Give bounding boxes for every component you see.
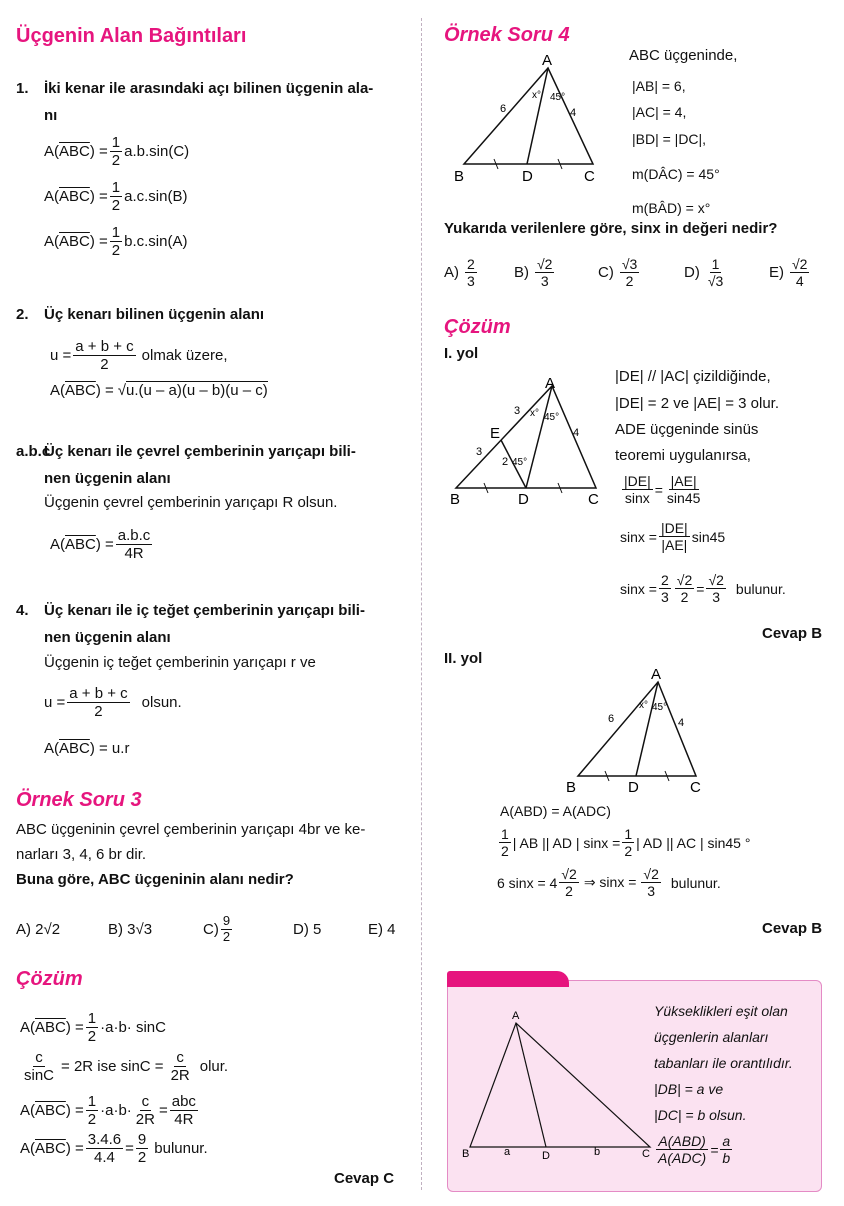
section-3-heading-cont: nen üçgenin alanı [44,470,171,487]
note-vertex-b: B [462,1148,470,1160]
note-line-1: Yükseklikleri eşit olan [654,1003,788,1019]
vertex-b: B [454,168,465,185]
given-1: ABC üçgeninde, [629,47,738,64]
side-de-label: 2 [502,456,509,468]
section-4-heading: Üç kenarı ile iç teğet çemberinin yarıçapı bili- [44,602,365,619]
given-4: |BD| = |DC|, [632,131,707,147]
note-line-4: |DB| = a ve [654,1081,724,1097]
section-4-heading-cont: nen üçgenin alanı [44,629,171,646]
formula-area-sin-a: $A(\overline{ABC})$ = $\frac{1}{2}$ b.c.sin(A) [44,224,188,260]
solution-3-line-3: $A(\overline{ABC})$ = $\frac{1}{2}$ ·a·b· $\frac{c}{2R}$ = $\frac{\text{abc}}{4R}$ [20,1093,196,1129]
given-3: |AC| = 4, [632,104,687,120]
vertex-a-2: A [545,375,556,392]
angle-45-label-2: 45° [544,412,560,423]
solution-4-text-4: teoremi uygulanırsa, [615,447,751,464]
triangle-abc-3 [578,682,696,776]
angle-x-label: x° [532,90,541,101]
answer-3: Cevap C [334,1170,395,1187]
formula-inradius-area: $A(\overline{ABC}) = u.r$ [44,740,130,757]
vertex-a: A [542,52,553,69]
solution-way-1: I. yol [444,345,479,362]
section-1-heading-cont: nı [44,107,58,124]
answer-4-way-2: Cevap B [762,920,823,937]
side-ac-label-2: 4 [573,427,580,439]
vertex-d-3: D [628,779,639,796]
vertex-d-2: D [518,491,529,508]
section-4-text: Üçgenin iç teğet çemberinin yarıçapı r ve [44,654,316,671]
median-ad-3 [636,682,658,776]
solution-4-text-2: |DE| = 2 ve |AE| = 3 olur. [615,395,780,412]
option-4c[interactable]: C) $\frac{√3}{2}$ [598,256,638,290]
note-vertex-c: C [642,1148,650,1160]
example-3-title: Örnek Soru 3 [16,789,142,811]
example-4-title: Örnek Soru 4 [444,24,570,46]
solution-3-line-4: $A(\overline{ABC})$ = $\frac{3.4.6}{4.4}$ = $\frac{9}{2}$ bulunur. [20,1131,208,1167]
formula-u-definition-2: u = $\frac{a + b + c}{2}$ olsun. [44,685,182,721]
note-vertex-a: A [512,1010,520,1022]
option-c[interactable]: C) $\frac{9}{2}$ [203,913,231,944]
section-3-heading: Üç kenarı ile çevrel çemberinin yarıçapı bili- [44,443,356,460]
note-triangle-figure [458,1007,658,1167]
option-4e[interactable]: E) $\frac{√2}{4}$ [769,256,808,290]
note-box [447,980,822,1192]
angle-45-label: 45° [550,92,566,103]
equal-area-statement: A(ABD) = A(ADC) [500,803,611,819]
section-1-number: 1. [16,80,29,97]
angle-x-label-2: x° [530,408,539,419]
vertex-b-2: B [450,491,461,508]
solution-3-line-1: $A(\overline{ABC})$ = $\frac{1}{2}$ ·a·b· sinC [20,1010,166,1046]
answer-4-way-1: Cevap B [762,625,823,642]
given-2: |AB| = 6, [632,78,686,94]
solution-4-title: Çözüm [444,316,511,338]
vertex-c-2: C [588,491,599,508]
triangle-figure-3 [560,664,710,794]
triangle-figure-1 [440,52,620,184]
solution-4-text-3: ADE üçgeninde sinüs [615,421,759,438]
vertex-c-3: C [690,779,701,796]
example-4-question: Yukarıda verilenlere göre, sinx in değeri nedir? [444,220,778,237]
note-ratio-formula: $\frac{\text{A(ABD)}}{\text{A(ADC)}}$ = $\frac{a}{b}$ [658,1133,731,1167]
section-3-number: a.b.c [16,443,51,460]
example-3-text: ABC üçgeninin çevrel çemberinin yarıçapı 4br ve ke- [16,821,366,838]
sinx-result-2: 6 sinx = 4 $\frac{√2}{2}$ ⇒ sinx = $\frac{√2}{3}$ bulunur. [497,866,721,900]
note-box-tab [447,971,569,987]
section-3-text: Üçgenin çevrel çemberinin yarıçapı R olsun. [44,494,338,511]
formula-area-sin-b: $A(\overline{ABC})$ = $\frac{1}{2}$ a.c.sin(B) [44,179,188,215]
option-a[interactable]: A) 2√2 [16,921,61,938]
solution-3-title: Çözüm [16,968,83,990]
option-4a[interactable]: A) $\frac{2}{3}$ [444,256,475,290]
side-ac-label: 4 [570,107,577,119]
side-ac-label-3: 4 [678,717,685,729]
vertex-a-3: A [651,666,662,683]
area-equation: $\frac{1}{2}$ | AB || AD | sinx = $\frac{1}{2}$ | AD || AC | sin45 ° [501,826,751,860]
note-segment-b: b [594,1146,601,1158]
note-segment-a: a [504,1146,511,1158]
formula-area-sin-c: $A(\overline{ABC})$ = $\frac{1}{2}$ a.b.sin(C) [44,134,190,170]
section-2-number: 2. [16,306,29,323]
section-1-heading: İki kenar ile arasındaki açı bilinen üçgenin ala- [44,80,374,97]
sinx-expression: sinx = $\frac{|DE|}{|AE|}$ sin45 [620,520,726,554]
given-6: m(BÂD) = x° [632,200,711,216]
option-d[interactable]: D) 5 [293,921,322,938]
note-line-2: üçgenlerin alanları [654,1029,769,1045]
formula-circumradius-area: $A(\overline{ABC})$ = $\frac{a.b.c}{4R}$ [50,527,151,563]
median-ad-2 [526,386,552,488]
median-ad [527,68,548,164]
vertex-e: E [490,425,501,442]
note-triangle [470,1023,650,1147]
triangle-figure-2 [446,372,611,507]
option-4d[interactable]: D) $\frac{1}{√3}$ [684,256,724,290]
solution-3-line-2: $\frac{c}{\sin C}$ = 2R ise sinC = $\frac{c}{2R}$ olur. [24,1049,229,1085]
sine-law-equation: $\frac{|DE|}{\sin x}$ = $\frac{|AE|}{\sin 45}$ [624,473,701,507]
given-5: m(DÂC) = 45° [632,166,720,182]
column-divider [421,18,422,1190]
side-ae-label: 3 [514,405,521,417]
option-e[interactable]: E) 4 [368,921,396,938]
side-eb-label: 3 [476,446,483,458]
formula-heron: $A(\overline{ABC})$ = √ u.(u – a)(u – b)(u – c) [50,381,268,399]
note-cevian [516,1023,546,1147]
vertex-d: D [522,168,533,185]
formula-u-definition: u = $\frac{a + b + c}{2}$ olmak üzere, [50,338,228,374]
vertex-c: C [584,168,595,185]
solution-way-2: II. yol [444,650,483,667]
vertex-b-3: B [566,779,577,796]
option-b[interactable]: B) 3√3 [108,921,153,938]
note-line-3: tabanları ile orantılıdır. [654,1055,793,1071]
option-4b[interactable]: B) $\frac{√2}{3}$ [514,256,553,290]
angle-45-label-4: 45° [652,702,668,713]
side-ab-label: 6 [500,103,507,115]
sinx-result-1: sinx = $\frac{2}{3}$ $\frac{√2}{2}$ = $\frac{√2}{3}$ bulunur. [620,572,786,606]
angle-x-label-3: x° [639,700,648,711]
solution-4-text-1: |DE| // |AC| çizildiğinde, [615,368,771,385]
section-2-heading: Üç kenarı bilinen üçgenin alanı [44,306,265,323]
example-3-text-cont: narları 3, 4, 6 br dir. [16,846,147,863]
section-4-number: 4. [16,602,29,619]
page-title: Üçgenin Alan Bağıntıları [16,25,247,47]
note-line-5: |DC| = b olsun. [654,1107,747,1123]
note-vertex-d: D [542,1150,550,1162]
angle-45-label-3: 45° [512,457,528,468]
example-3-question: Buna göre, ABC üçgeninin alanı nedir? [16,871,294,888]
side-ab-label-3: 6 [608,713,615,725]
